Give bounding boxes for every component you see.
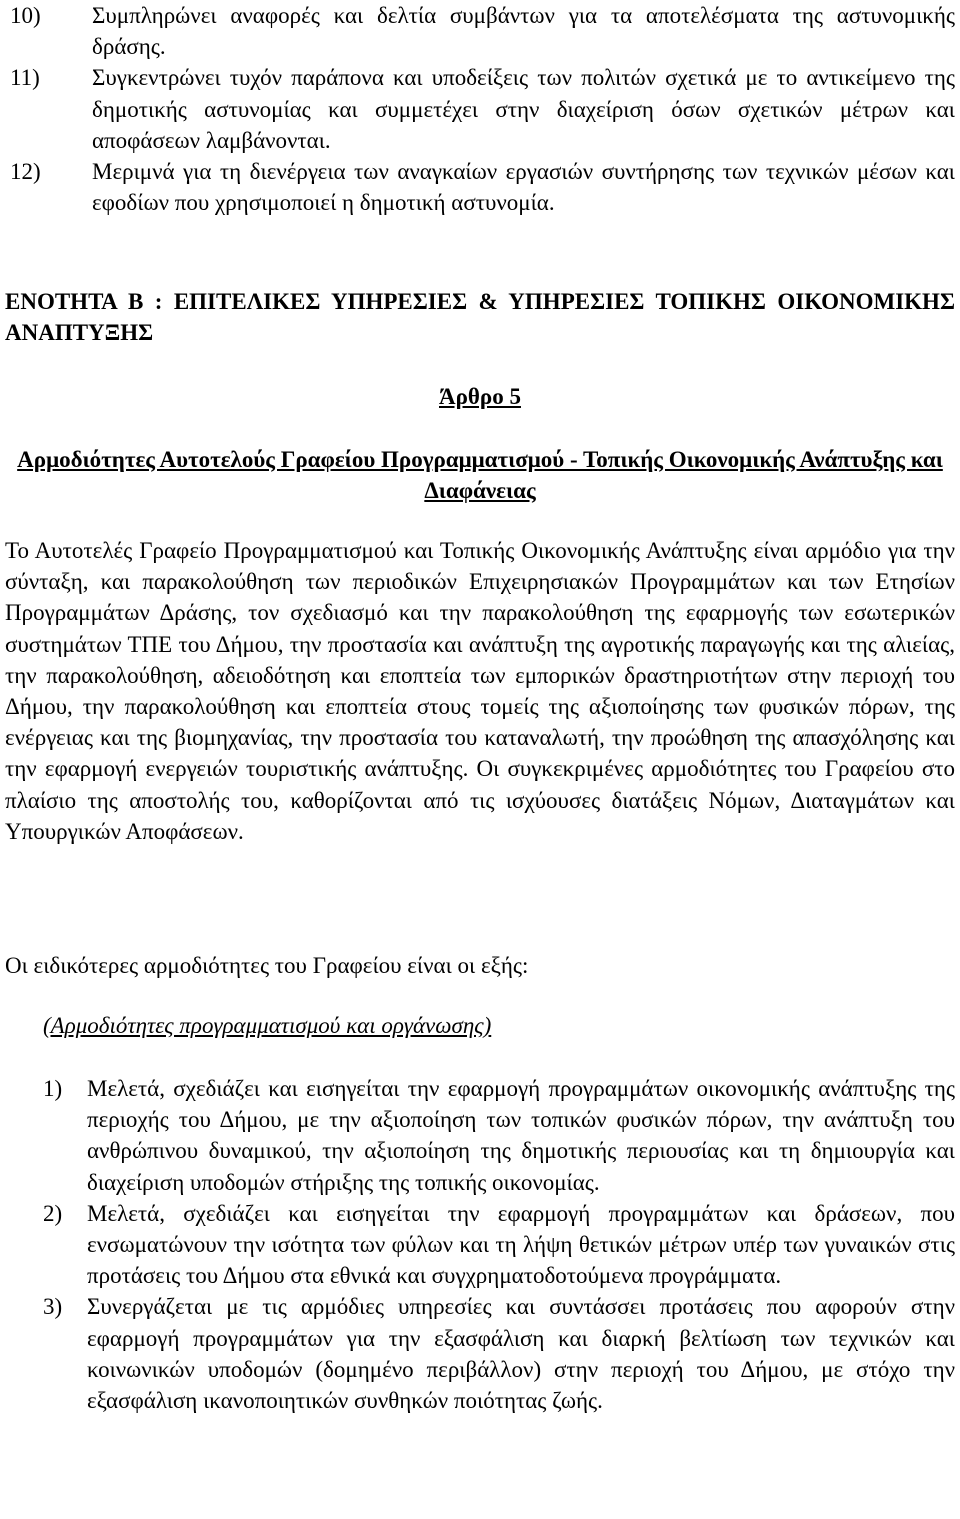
list-item-number: 1) bbox=[43, 1076, 63, 1101]
list-item bbox=[10, 0, 955, 62]
intro-paragraph: Το Αυτοτελές Γραφείο Προγραμματισμού και Τοπικής Οικονομικής Ανάπτυξης είναι αρμόδιο για την σύνταξη, και παρακολούθηση των περιοδικών Επιχειρησιακών Προγραμμάτων και των Ετησίων Προγραμμάτων Δράσης, τον σχεδιασμό και την παρακολούθηση της εφαρμογής των εσωτερικών συστημάτων ΤΠΕ του Δήμου, την προστασία και ανάπτυξη της αγροτικής παραγωγής και της αλιείας, την παρακολούθηση, αδειοδότηση και εποπτεία των εμπορικών δραστηριοτήτων στην περιοχή του Δήμου, την παρακολούθηση και εποπτεία στους τομείς της αξιοποίησης των φυσικών πόρων, της ενέργειας και της βιομηχανίας, την προστασία του καταναλωτή, την προώθηση της απασχόλησης και την εφαρμογή ενεργειών τουριστικής ανάπτυξης. Οι συγκεκριμένες αρμοδιότητες του Γραφείου στο πλαίσιο της αποστολής του, καθορίζονται από τις ισχύουσες διατάξεις Νόμων, Διαταγμάτων και Υπουργικών Αποφάσεων. bbox=[5, 538, 955, 844]
competences-intro: Οι ειδικότερες αρμοδιότητες του Γραφείου είναι οι εξής: bbox=[5, 953, 529, 978]
list-item-text: Συμπληρώνει αναφορές και δελτία συμβάντων για τα αποτελέσματα της αστυνομικής δράσης. bbox=[92, 3, 955, 60]
competences-list bbox=[5, 1073, 955, 1416]
list-item bbox=[5, 1073, 955, 1198]
list-item-number: 10) bbox=[10, 3, 41, 28]
list-item bbox=[5, 1198, 955, 1292]
list-item-number: 12) bbox=[10, 159, 41, 185]
top-numbered-list bbox=[10, 0, 955, 218]
list-item bbox=[10, 62, 955, 156]
list-item-number: 3) bbox=[43, 1294, 63, 1320]
article-title: Άρθρο 5 bbox=[439, 384, 521, 409]
subsection-label: (Αρμοδιότητες προγραμματισμού και οργάνωσης) bbox=[43, 1013, 492, 1038]
list-item bbox=[10, 156, 955, 218]
list-item-number: 11) bbox=[10, 65, 40, 91]
article-subtitle: Αρμοδιότητες Αυτοτελούς Γραφείου Προγραμματισμού - Τοπικής Οικονομικής Ανάπτυξης και Διαφάνειας bbox=[17, 447, 943, 504]
list-item bbox=[5, 1291, 955, 1416]
section-heading: ΕΝΟΤΗΤΑ Β : ΕΠΙΤΕΛΙΚΕΣ ΥΠΗΡΕΣΙΕΣ & ΥΠΗΡΕΣΙΕΣ ΤΟΠΙΚΗΣ ΟΙΚΟΝΟΜΙΚΗΣ ΑΝΑΠΤΥΞΗΣ bbox=[5, 289, 955, 346]
list-item-number: 2) bbox=[43, 1200, 63, 1226]
list-item-text: Μεριμνά για τη διενέργεια των αναγκαίων εργασιών συντήρησης των τεχνικών μέσων και εφοδίων που χρησιμοποιεί η δημοτική αστυνομία. bbox=[92, 159, 955, 216]
list-item-text: Μελετά, σχεδιάζει και εισηγείται την εφαρμογή προγραμμάτων οικονομικής ανάπτυξης της περιοχής του Δήμου, με την αξιοποίηση των τοπικών φυσικών πόρων, την ανάπτυξη του ανθρώπινου δυναμικού, την αξιοποίηση της δημοτικής περιουσίας και τη δημιουργία και διαχείριση υποδομών στήριξης της τοπικής οικονομίας. bbox=[87, 1076, 955, 1195]
list-item-text: Μελετά, σχεδιάζει και εισηγείται την εφαρμογή προγραμμάτων και δράσεων, που ενσωματώνουν την ισότητα των φύλων και τη λήψη θετικών μέτρων υπέρ των γυναικών στις προτάσεις του Δήμου στα εθνικά και συγχρηματοδοτούμενα προγράμματα. bbox=[87, 1200, 955, 1289]
list-item-text: Συγκεντρώνει τυχόν παράπονα και υποδείξεις των πολιτών σχετικά με το αντικείμενο της δημοτικής αστυνομίας και συμμετέχει στην διαχείριση όσων σχετικών μέτρων και αποφάσεων λαμβάνονται. bbox=[92, 65, 955, 153]
list-item-text: Συνεργάζεται με τις αρμόδιες υπηρεσίες και συντάσσει προτάσεις που αφορούν στην εφαρμογή προγραμμάτων για την εξασφάλιση και διαρκή βελτίωση των τεχνικών και κοινωνικών υποδομών (δομημένο περιβάλλον) στην περιοχή του Δήμου, με στόχο την εξασφάλιση ικανοποιητικών συνθηκών ποιότητας ζωής. bbox=[87, 1294, 955, 1414]
